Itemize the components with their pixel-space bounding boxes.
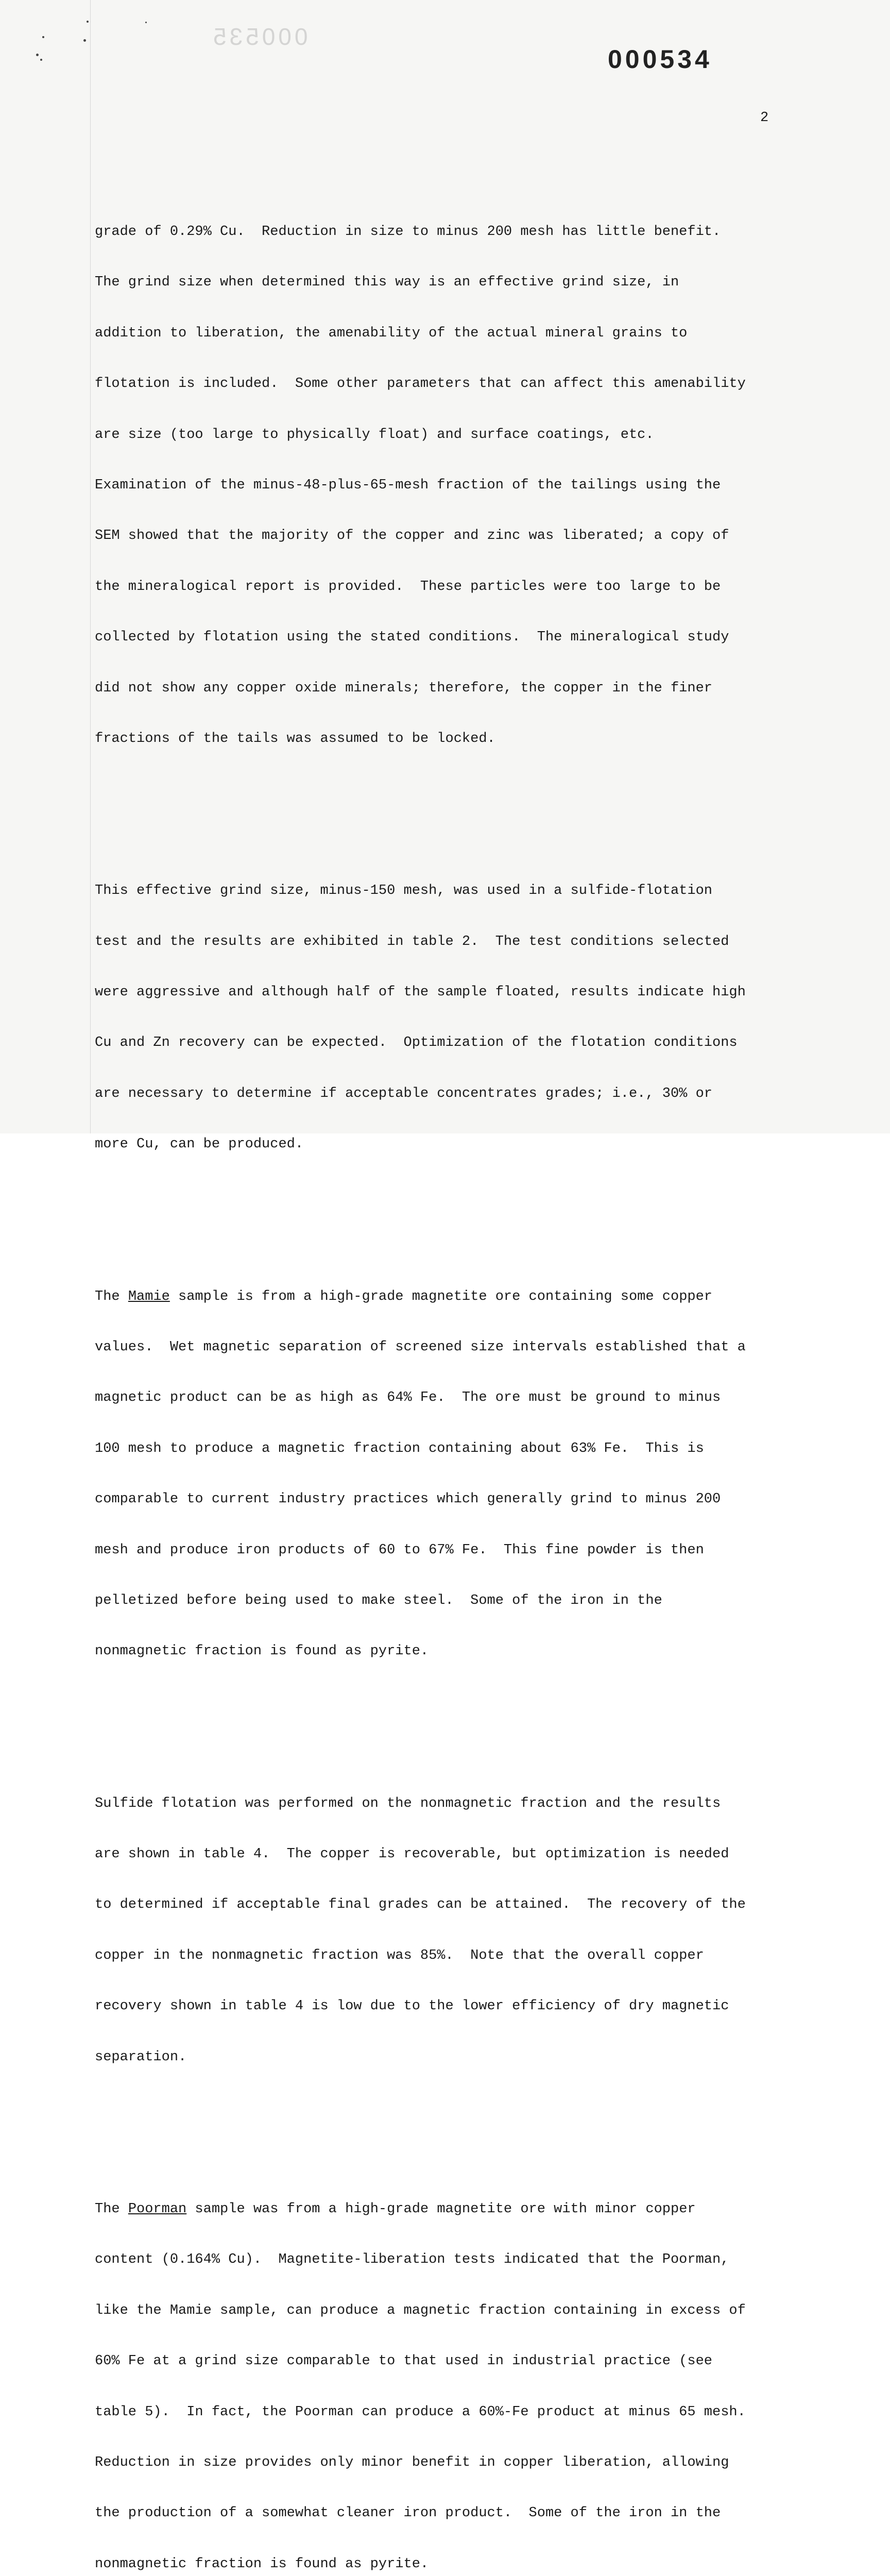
scan-speck: [87, 21, 89, 23]
document-body: [95, 139, 780, 2576]
page-number: 2: [760, 110, 769, 126]
text-line: separation.: [95, 2049, 187, 2065]
sample-name-mamie: Mamie: [128, 1289, 170, 1304]
text-line: fractions of the tails was assumed to be locked.: [95, 731, 495, 747]
text-line: The grind size when determined this way is an effective grind size, in: [95, 275, 679, 291]
text-line: SEM showed that the majority of the copper and zinc was liberated; a copy of: [95, 528, 729, 544]
text-line: the production of a somewhat cleaner iron product. Some of the iron in the: [95, 2505, 721, 2521]
text-line: 100 mesh to produce a magnetic fraction containing about 63% Fe. This is: [95, 1440, 704, 1456]
text-line: addition to liberation, the amenability of the actual mineral grains to: [95, 325, 688, 341]
text-line: [95, 1289, 780, 1306]
text-line: like the Mamie sample, can produce a magnetic fraction containing in excess of: [95, 2302, 746, 2318]
text-line: 60% Fe at a grind size comparable to that used in industrial practice (see: [95, 2353, 712, 2369]
text-line: mesh and produce iron products of 60 to 67% Fe. This fine powder is then: [95, 1542, 704, 1558]
text-line: are size (too large to physically float) and surface coatings, etc.: [95, 427, 654, 443]
paragraph-poorman: [95, 2167, 780, 2576]
text-line: copper in the nonmagnetic fraction was 85%. Note that the overall copper: [95, 1947, 704, 1963]
text-line: Examination of the minus-48-plus-65-mesh fraction of the tailings using the: [95, 477, 721, 493]
text-line: grade of 0.29% Cu. Reduction in size to minus 200 mesh has little benefit.: [95, 224, 721, 240]
text-line: more Cu, can be produced.: [95, 1137, 304, 1153]
scan-speck: [40, 59, 42, 61]
text-line: Sulfide flotation was performed on the nonmagnetic fraction and the results: [95, 1795, 721, 1811]
text-line: Reduction in size provides only minor benefit in copper liberation, allowing: [95, 2454, 729, 2470]
text-line: content (0.164% Cu). Magnetite-liberation tests indicated that the Poorman,: [95, 2252, 729, 2268]
text-line: to determined if acceptable final grades can be attained. The recovery of the: [95, 1897, 746, 1913]
text-fragment: The: [95, 2201, 128, 2217]
text-line: magnetic product can be as high as 64% Fe. The ore must be ground to minus: [95, 1390, 721, 1406]
text-line: test and the results are exhibited in table 2. The test conditions selected: [95, 934, 729, 950]
text-fragment: sample is from a high-grade magnetite ore containing some copper: [169, 1289, 712, 1304]
text-line: flotation is included. Some other parameters that can affect this amenability: [95, 376, 746, 392]
paragraph-2: [95, 849, 780, 1187]
text-line: collected by flotation using the stated conditions. The mineralogical study: [95, 630, 729, 646]
text-line: [95, 2201, 780, 2218]
page-fold-line: [90, 0, 91, 1133]
scan-speck: [145, 22, 147, 23]
scan-speck: [36, 54, 39, 56]
bleed-through-page-number: 000535: [210, 23, 308, 50]
sample-name-poorman: Poorman: [128, 2201, 187, 2217]
text-line: table 5). In fact, the Poorman can produce a 60%-Fe product at minus 65 mesh.: [95, 2404, 746, 2420]
text-line: nonmagnetic fraction is found as pyrite.: [95, 1643, 429, 1659]
paragraph-mamie: [95, 1255, 780, 1694]
text-line: did not show any copper oxide minerals; therefore, the copper in the finer: [95, 680, 712, 696]
text-line: pelletized before being used to make steel. Some of the iron in the: [95, 1592, 662, 1608]
paragraph-4: [95, 1761, 780, 2099]
paragraph-1: [95, 190, 780, 781]
text-line: nonmagnetic fraction is found as pyrite.: [95, 2556, 429, 2572]
text-fragment: The: [95, 1289, 128, 1304]
text-line: recovery shown in table 4 is low due to the lower efficiency of dry magnetic: [95, 1998, 729, 2014]
scan-speck: [83, 39, 86, 42]
bates-stamp-number: 000534: [608, 45, 712, 74]
text-line: the mineralogical report is provided. These particles were too large to be: [95, 579, 721, 595]
text-line: are necessary to determine if acceptable concentrates grades; i.e., 30% or: [95, 1086, 712, 1101]
text-line: comparable to current industry practices which generally grind to minus 200: [95, 1492, 721, 1507]
text-fragment: sample was from a high-grade magnetite ore with minor copper: [186, 2201, 696, 2217]
text-line: This effective grind size, minus-150 mesh, was used in a sulfide-flotation: [95, 883, 712, 899]
text-line: are shown in table 4. The copper is recoverable, but optimization is needed: [95, 1846, 729, 1862]
text-line: were aggressive and although half of the sample floated, results indicate high: [95, 985, 746, 1001]
scan-speck: [42, 36, 44, 38]
text-line: values. Wet magnetic separation of screened size intervals established that a: [95, 1339, 746, 1355]
text-line: Cu and Zn recovery can be expected. Optimization of the flotation conditions: [95, 1035, 738, 1051]
